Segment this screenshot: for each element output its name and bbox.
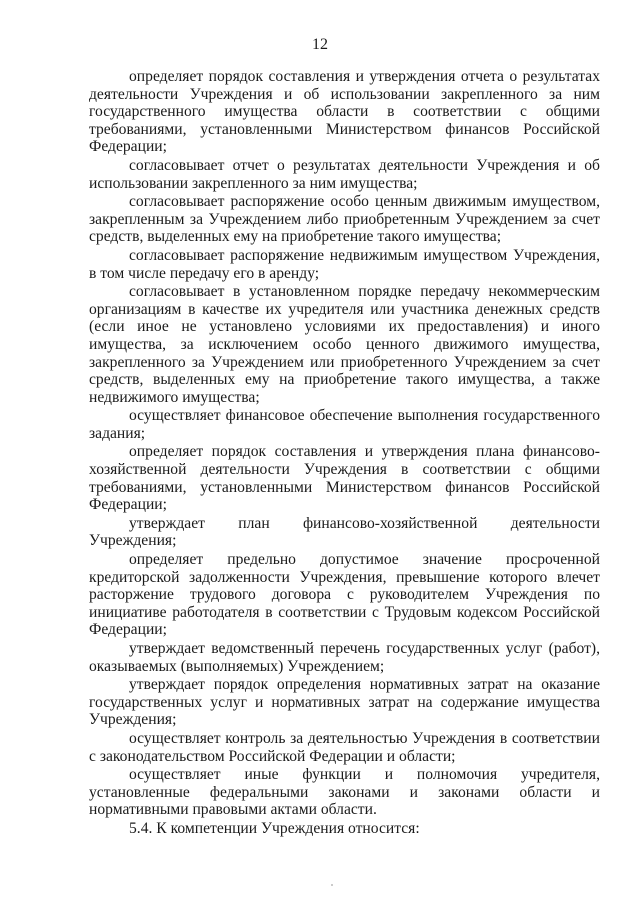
document-body [89,68,600,839]
paragraph-control: осуществляет контроль за деятельностью Учреждения в соответствии с законодательством Российской Федерации и области; [89,729,600,765]
paragraph-real-estate: согласовывает распоряжение недвижимым имуществом Учреждения, в том числе передачу его в аренду; [89,246,600,282]
paragraph-transfer-to-nonprofits: согласовывает в установленном порядке передачу некоммерческим организациям в качестве их учредителя или участника денежных средств (если иное не установлено условиями их предоставления) и иного имущества, за исключением особо ценного движимого имущества, закрепленного за Учреждением или приобретенного Учреждением за счет средств, выделенных ему на приобретение такого имущества, а также недвижимого имущества; [89,283,600,406]
paragraph-plan-approval: утверждает план финансово-хозяйственной деятельности Учреждения; [89,514,600,550]
paragraph-other-functions: осуществляет иные функции и полномочия учредителя, установленные федеральными законами и законами области и нормативными правовыми актами области. [89,766,600,819]
paragraph-financial-support: осуществляет финансовое обеспечение выполнения государственного задания; [89,407,600,442]
paragraph-overdue-debt: определяет предельно допустимое значение просроченной кредиторской задолженности Учреждения, превышение которого влечет расторжение трудового договора с руководителем Учреждения по инициативе работодателя в соответствии с Трудовым кодексом Российской Федерации; [89,551,600,639]
paragraph-plan-procedure: определяет порядок составления и утверждения плана финансово-хозяйственной деятельности Учреждения в соответствии с общими требованиями, установленными Министерством финансов Российской Федерации; [89,443,600,514]
paragraph-report-approval: согласовывает отчет о результатах деятельности Учреждения и об использовании закрепленного за ним имущества; [89,156,600,192]
paragraph-services-list: утверждает ведомственный перечень государственных услуг (работ), оказываемых (выполняемых) Учреждением; [89,640,600,675]
paragraph-normative-costs: утверждает порядок определения нормативных затрат на оказание государственных услуг и нормативных затрат на содержание имущества Учреждения; [89,676,600,729]
page-number: 12 [312,36,328,53]
scan-speck [331,884,333,886]
paragraph-movable-property: согласовывает распоряжение особо ценным движимым имуществом, закрепленным за Учреждением либо приобретенным Учреждением за счет средств, выделенных ему на приобретение такого имущества; [89,193,600,246]
section-heading-institution-competence: 5.4. К компетенции Учреждения относится: [129,819,420,837]
paragraph-report-procedure: определяет порядок составления и утверждения отчета о результатах деятельности Учреждения и об использовании закрепленного за ним государственного имущества области в соответствии с общими требованиями, установленными Министерством финансов Российской Федерации; [89,68,600,156]
